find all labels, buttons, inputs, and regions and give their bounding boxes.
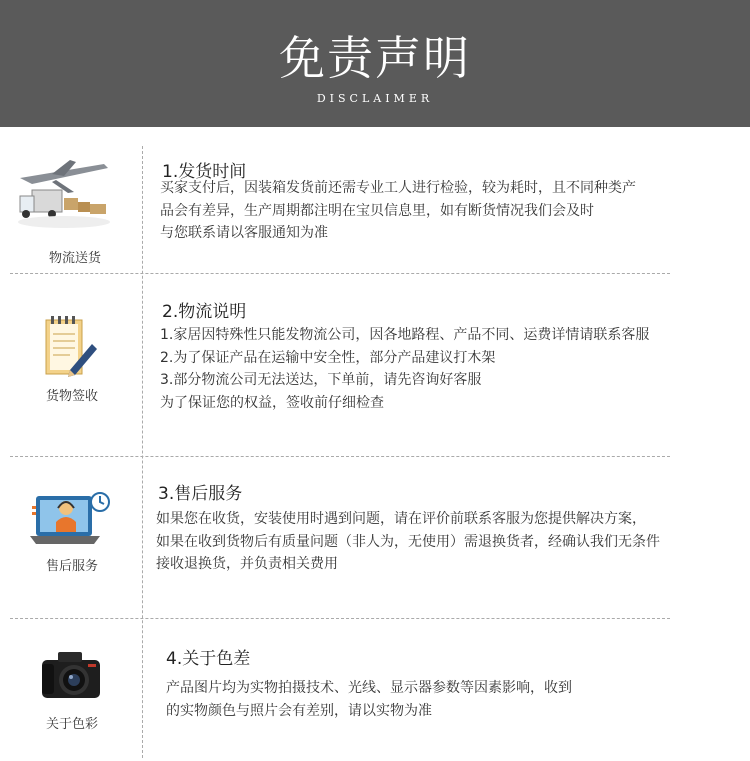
icon-label: 售后服务 [45, 559, 98, 574]
page-title: 免责声明 [279, 31, 471, 85]
section-body [160, 177, 636, 245]
notepad-pencil-icon [40, 314, 100, 380]
customer-service-icon [30, 488, 112, 550]
vertical-divider [142, 146, 143, 758]
body-line: 2.为了保证产品在运输中安全性，部分产品建议打木架 [160, 349, 496, 366]
section-divider [10, 456, 670, 457]
section-divider [10, 273, 670, 274]
page-subtitle: DISCLAIMER [316, 92, 434, 105]
section-title: 1.发货时间 [162, 162, 247, 182]
body-line: 与您联系请以客服通知为准 [160, 225, 328, 241]
section-divider [10, 618, 670, 619]
body-line: 为了保证您的权益，签收前仔细检查 [160, 394, 384, 411]
camera-icon [38, 648, 104, 702]
section-title: 2.物流说明 [162, 302, 247, 322]
body-line: 如果您在收货，安装使用时遇到问题，请在评价前联系客服为您提供解决方案， [156, 511, 646, 527]
icon-label: 关于色彩 [45, 717, 98, 732]
section-title: 4.关于色差 [166, 649, 251, 669]
header-banner [0, 0, 750, 127]
section-title: 3.售后服务 [158, 484, 243, 504]
body-line: 产品图片均为实物拍摄技术、光线、显示器参数等因素影响，收到 [166, 680, 572, 696]
airplane-truck-icon [12, 158, 112, 234]
section-body [156, 508, 660, 576]
body-line: 3.部分物流公司无法送达，下单前，请先咨询好客服 [160, 372, 482, 388]
body-line: 买家支付后，因装箱发货前还需专业工人进行检验，较为耗时，且不同种类产 [160, 180, 636, 196]
icon-label: 货物签收 [45, 389, 98, 404]
body-line: 品会有差异，生产周期都注明在宝贝信息里，如有断货情况我们会及时 [160, 202, 594, 219]
body-line: 1.家居因特殊性只能发物流公司，因各地路程、产品不同、运费详情请联系客服 [160, 327, 650, 343]
section-body [166, 677, 572, 722]
body-line: 接收退换货，并负责相关费用 [156, 556, 338, 572]
body-line: 的实物颜色与照片会有差别，请以实物为准 [166, 702, 432, 719]
icon-label: 物流送货 [48, 251, 101, 266]
section-body [160, 324, 649, 414]
body-line: 如果在收到货物后有质量问题（非人为，无使用）需退换货者，经确认我们无条件 [156, 533, 660, 550]
